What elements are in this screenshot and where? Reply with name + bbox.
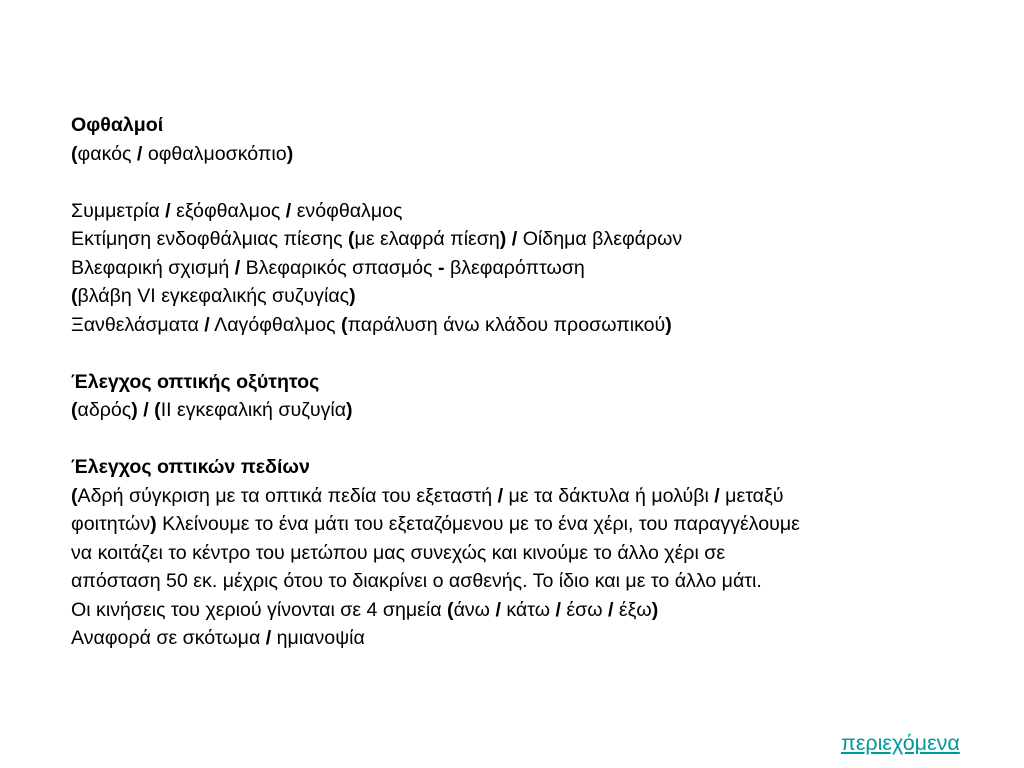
text-palpebral-fissure: Βλεφαρική σχισμή (71, 256, 230, 279)
text-enophthalmos: ενόφθαλμος (296, 199, 403, 222)
text-outward: έξω (618, 598, 652, 621)
paren-open: ( (71, 399, 78, 421)
text-fingers-pencil: με τα δάκτυλα ή μολύβι (508, 484, 709, 507)
text-lagophthalmos: Λαγόφθαλμος (214, 313, 336, 336)
paren-close: ) (286, 142, 294, 165)
text-xanthelasma: Ξανθελάσματα (71, 313, 199, 336)
heading-eyes: Οφθαλμοί (71, 114, 164, 136)
text-ophthalmoscope: οφθαλμοσκόπιο (147, 142, 287, 165)
text-cn6-lesion: βλάβη VI εγκεφαλικής συζυγίας (77, 285, 350, 307)
text-scotoma: Αναφορά σε σκότωμα (71, 627, 261, 649)
paren-open: ( (154, 399, 161, 421)
symmetry-line-4 (71, 282, 951, 311)
text-iop-estimation: Εκτίμηση ενδοφθάλμιας πίεσης (71, 228, 343, 250)
separator: / (143, 399, 149, 421)
separator: / (265, 627, 272, 649)
paren-close: ) (665, 313, 672, 336)
symmetry-line-3 (71, 254, 951, 283)
separator: / (165, 199, 171, 222)
eyes-subtitle (71, 140, 951, 169)
fields-line-4: απόσταση 50 εκ. μέχρις ότου το διακρίνει ο ασθενής. Το ίδιο και με το άλλο μάτι. (71, 570, 762, 592)
text-hemianopia: ημιανοψία (276, 627, 365, 649)
heading-visual-acuity: Έλεγχος οπτικής οξύτητος (71, 370, 320, 393)
separator: / (136, 142, 143, 165)
paren-close: ) (150, 513, 157, 535)
symmetry-line-2 (71, 225, 951, 254)
paren-open: ( (71, 285, 78, 307)
dash: - (437, 256, 445, 279)
paren-close: ) (499, 228, 507, 250)
paren-open: ( (341, 313, 348, 336)
text-lens: φακός (77, 142, 132, 165)
fields-line-3: να κοιτάζει το κέντρο του μετώπου μας συνεχώς και κινούμε το άλλο χέρι σε (71, 541, 726, 564)
paren-open: ( (447, 598, 454, 621)
paren-close: ) (349, 285, 356, 307)
text-ptosis: βλεφαρόπτωση (449, 256, 585, 279)
text-exophthalmos: εξόφθαλμος (176, 199, 281, 222)
slide-content (71, 111, 951, 653)
text-students: φοιτητών (71, 513, 151, 535)
paren-close: ) (651, 598, 659, 621)
text-rough-comparison: Αδρή σύγκριση με τα οπτικά πεδία του εξεταστή (77, 484, 493, 507)
paren-open: ( (71, 484, 78, 507)
fields-line-2 (71, 510, 951, 539)
spacer (71, 339, 951, 368)
fields-line-5 (71, 596, 951, 625)
separator: / (495, 598, 501, 621)
text-blepharospasm: Βλεφαρικός σπασμός (245, 256, 433, 279)
contents-link[interactable]: περιεχόμενα (841, 731, 960, 755)
paren-close: ) (346, 399, 353, 421)
spacer (71, 168, 951, 197)
paren-open: ( (71, 142, 78, 165)
separator: / (497, 484, 504, 507)
paren-close: ) (131, 399, 138, 421)
paren-open: ( (348, 228, 355, 250)
separator: / (285, 199, 292, 222)
separator: / (714, 484, 720, 507)
text-inward: έσω (566, 598, 603, 621)
text-facial-palsy: παράλυση άνω κλάδου προσωπικού (347, 313, 666, 336)
separator: / (204, 313, 210, 336)
text-up: άνω (453, 598, 490, 621)
separator: / (607, 598, 614, 621)
symmetry-line-1 (71, 197, 951, 226)
text-between: μεταξύ (725, 484, 784, 507)
text-down: κάτω (506, 598, 551, 621)
spacer (71, 425, 951, 454)
acuity-subtitle (71, 396, 951, 425)
heading-visual-fields: Έλεγχος οπτικών πεδίων (71, 456, 310, 478)
text-close-eye: Κλείνουμε το ένα μάτι του εξεταζόμενου με το ένα χέρι, του παραγγέλουμε (162, 513, 800, 535)
text-cn2: II εγκεφαλική συζυγία (160, 399, 347, 421)
fields-line-1 (71, 482, 951, 511)
separator: / (234, 256, 241, 279)
text-rough: αδρός (77, 399, 132, 421)
text-hand-movements: Οι κινήσεις του χεριού γίνονται σε 4 σημεία (71, 598, 442, 621)
separator: / (555, 598, 561, 621)
symmetry-line-5 (71, 311, 951, 340)
text-symmetry: Συμμετρία (71, 199, 160, 222)
text-light-pressure: με ελαφρά πίεση (354, 228, 500, 250)
fields-line-6 (71, 624, 951, 653)
separator: / (511, 228, 518, 250)
text-eyelid-edema: Οίδημα βλεφάρων (522, 228, 683, 250)
